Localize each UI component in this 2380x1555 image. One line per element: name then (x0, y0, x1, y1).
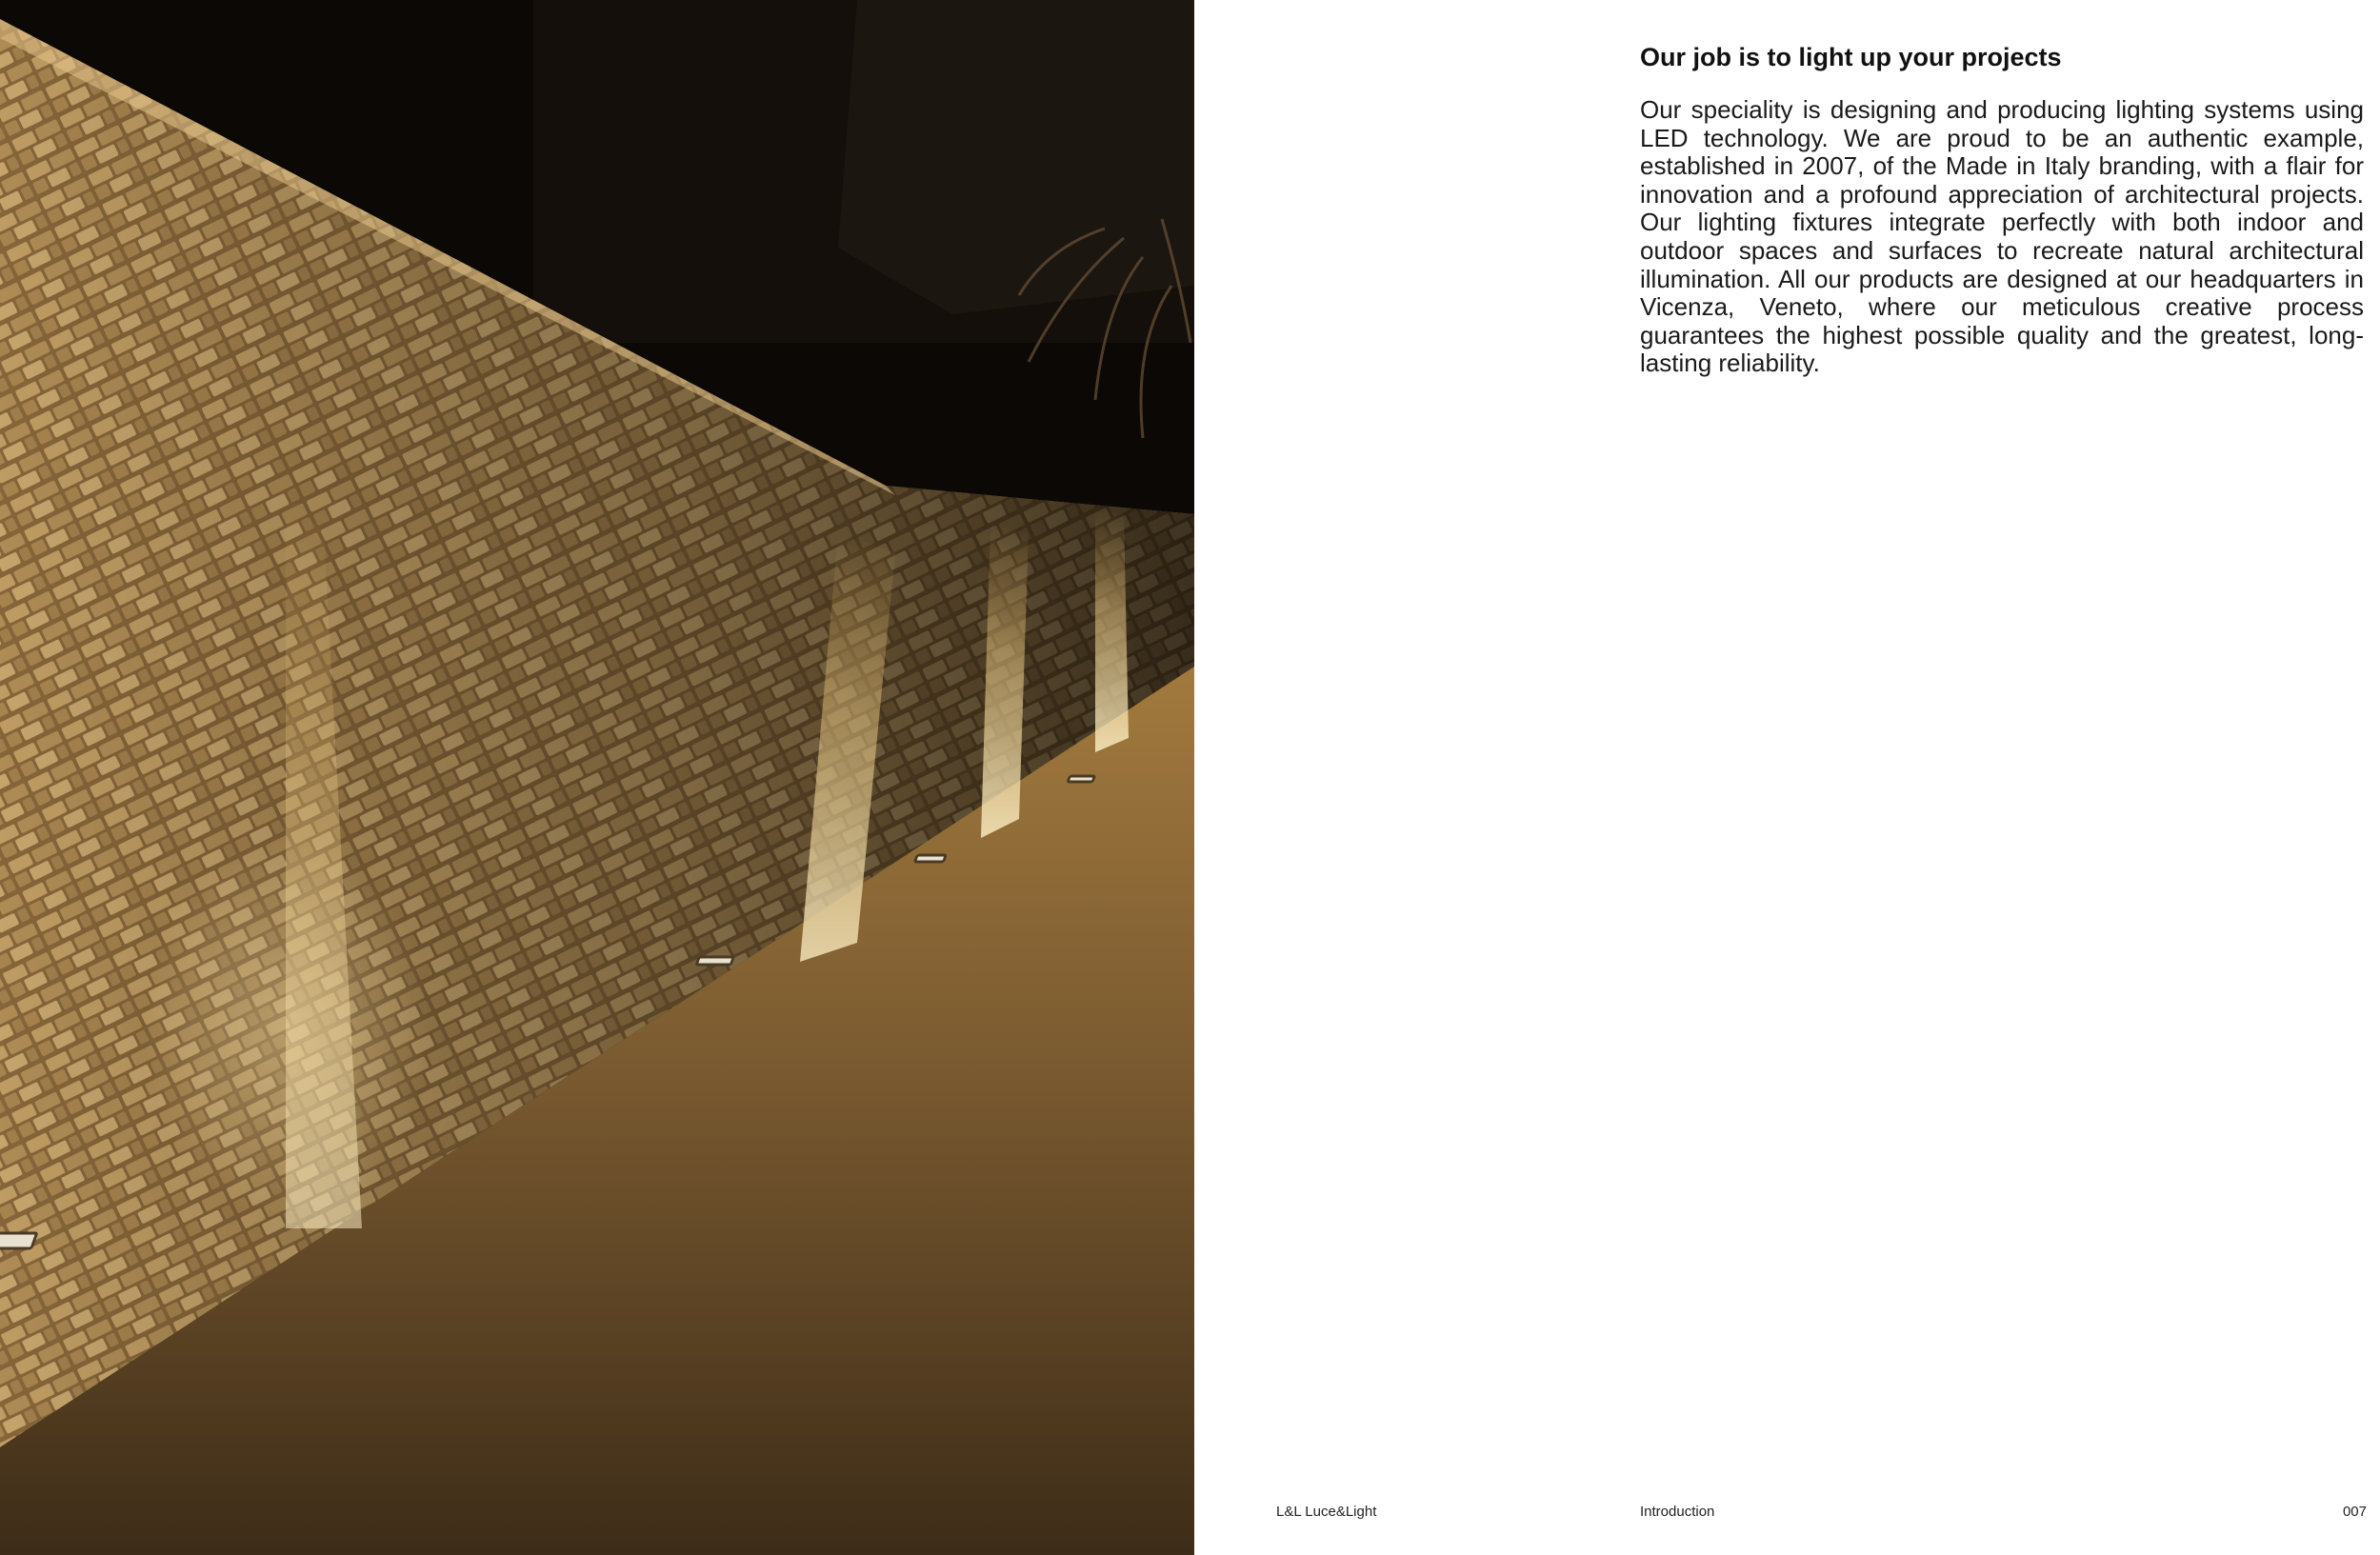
text-page (1194, 0, 2380, 1555)
footer-section-title: Introduction (1640, 1504, 1715, 1520)
footer-brand: L&L Luce&Light (1276, 1504, 1377, 1520)
article-heading: Our job is to light up your projects (1640, 43, 2062, 71)
article-body: Our speciality is designing and producing lighting systems using LED technology. We are proud to be an authentic example, established in 2007, of the Made in Italy branding, with a flair for innovation and a profound appreciation of architectural projects. Our lighting fixtures integrate perfectly with both indoor and outdoor spaces and surfaces to recreate natural architectural illumination. All our products are designed at our headquarters in Vicenza, Veneto, where our meticulous creative process guarantees the highest possible quality and the greatest, long-lasting reliability. (1640, 95, 2364, 378)
page-number: 007 (2342, 1504, 2367, 1520)
